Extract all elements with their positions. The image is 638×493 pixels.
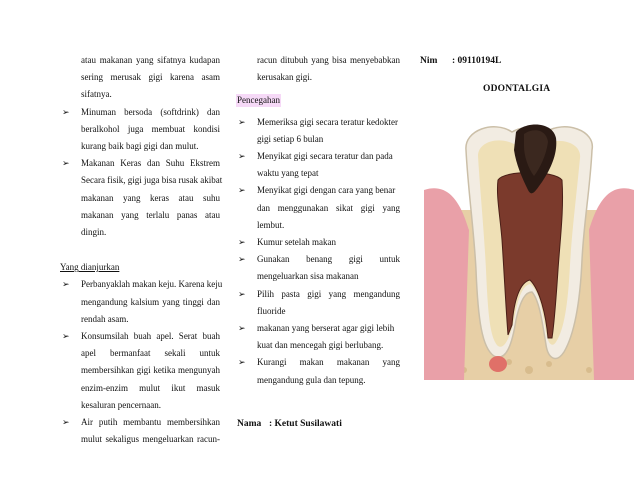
- bullet-item: ➢ Memeriksa gigi secara teratur kedokter gigi setiap 6 bulan: [236, 114, 400, 148]
- arrow-bullet-icon: ➢: [238, 323, 246, 334]
- arrow-bullet-icon: ➢: [62, 279, 70, 290]
- arrow-bullet-icon: ➢: [238, 185, 246, 196]
- bullet-item: ➢ Menyikat gigi dengan cara yang benar dan menggunakan sikat gigi yang lembut.: [236, 182, 400, 234]
- text-line: atau makanan yang sifatnya kudapan: [81, 55, 220, 65]
- section-heading-dianjurkan: Yang dianjurkan: [60, 262, 120, 273]
- text-line: sifatnya.: [81, 89, 112, 100]
- name-value: : Ketut Susilawati: [269, 419, 342, 429]
- arrow-bullet-icon: ➢: [238, 357, 246, 368]
- bullet-item: ➢ Kurangi makan makanan yang mengandung gula dan tepung.: [236, 354, 400, 388]
- column-1: [60, 52, 223, 448]
- text-line: racun ditubuh yang bisa menyebabkan: [257, 55, 400, 65]
- bullet-item: ➢ Pilih pasta gigi yang mengandung fluoride: [236, 286, 400, 320]
- bullet-item: ➢ Air putih membantu membersihkan mulut sekaligus mengeluarkan racun-: [60, 414, 220, 448]
- column-2: [236, 52, 400, 389]
- course-title: ODONTALGIA: [483, 84, 551, 94]
- arrow-bullet-icon: ➢: [62, 158, 70, 169]
- bullet-item: ➢ Perbanyaklah makan keju. Karena keju mengandung kalsium yang tinggi dan rendah asam.: [60, 276, 220, 328]
- arrow-bullet-icon: ➢: [238, 116, 246, 127]
- arrow-bullet-icon: ➢: [238, 288, 246, 299]
- text-line: sering merusak gigi karena asam: [81, 72, 220, 83]
- name-label: Nama: [237, 419, 262, 429]
- gum-right: [589, 188, 634, 380]
- abscess: [489, 356, 507, 372]
- col1-intro: [60, 52, 220, 104]
- author-row: [237, 419, 342, 429]
- arrow-bullet-icon: ➢: [62, 417, 70, 428]
- bullet-item: ➢ Kumur setelah makan: [236, 234, 400, 251]
- arrow-bullet-icon: ➢: [238, 254, 246, 265]
- tooth-cavity-illustration: [424, 120, 634, 380]
- bullet-item: ➢ Gunakan benang gigi untuk mengeluarkan sisa makanan: [236, 251, 400, 285]
- bullet-item: ➢ Makanan Keras dan Suhu Ekstrem Secara fisik, gigi juga bisa rusak akibat makanan yang keras atau suhu makanan yang terlalu panas atau dingin.: [60, 155, 220, 241]
- bullet-item: ➢ makanan yang berserat agar gigi lebih kuat dan mencegah gigi berlubang.: [236, 320, 400, 354]
- nim-value: : 09110194L: [452, 56, 502, 66]
- gum-left: [424, 188, 469, 380]
- nim-row: [420, 56, 501, 66]
- arrow-bullet-icon: ➢: [238, 151, 246, 162]
- bullet-item: ➢ Konsumsilah buah apel. Serat buah apel bermanfaat sekali untuk membersihkan gigi ketika mengunyah enzim-enzim mulut ikut masuk kesaluran pencernaan.: [60, 328, 220, 414]
- bullet-item: ➢ Minuman bersoda (softdrink) dan beralkohol juga membuat kondisi kurang baik bagi gigi dan mulut.: [60, 104, 220, 156]
- arrow-bullet-icon: ➢: [62, 106, 70, 117]
- bullet-item: ➢ Menyikat gigi secara teratur dan pada waktu yang tepat: [236, 148, 400, 182]
- arrow-bullet-icon: ➢: [238, 237, 246, 248]
- arrow-bullet-icon: ➢: [62, 331, 70, 342]
- nim-label: Nim: [420, 56, 438, 66]
- section-heading-pencegahan: Pencegahan: [237, 95, 280, 106]
- text-line: kerusakan gigi.: [257, 72, 312, 83]
